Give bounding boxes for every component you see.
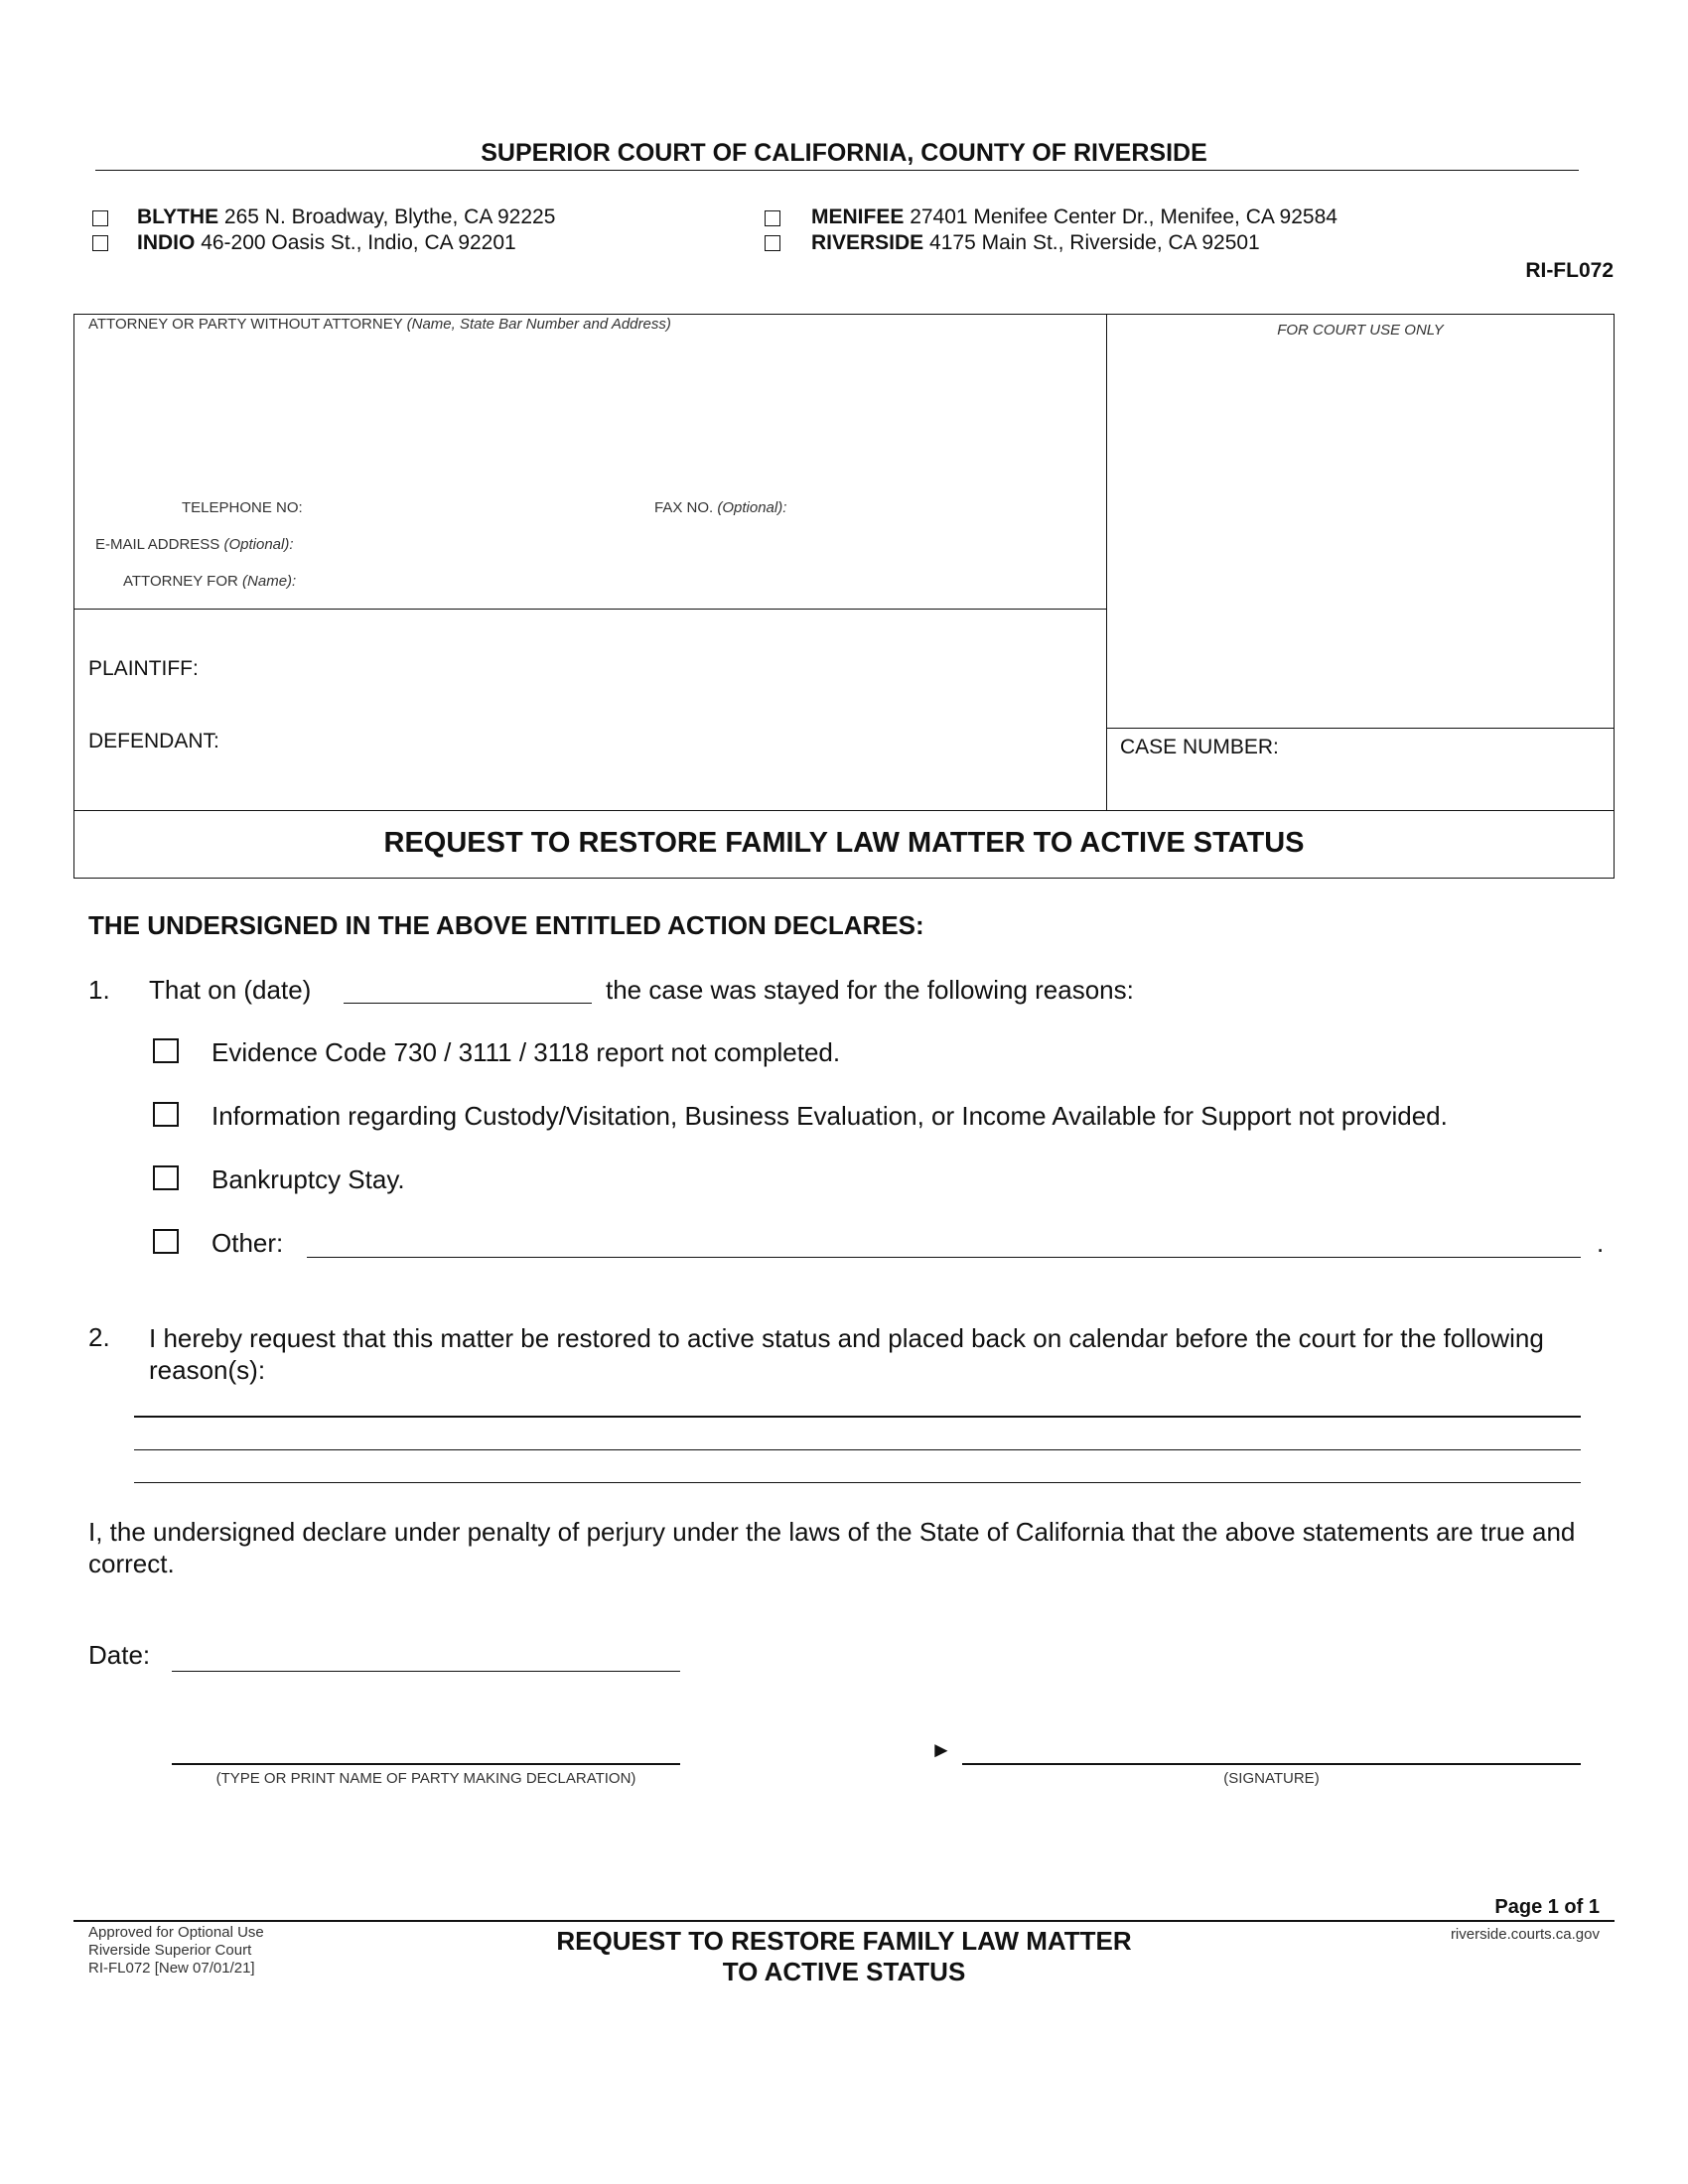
checkbox-indio[interactable] — [92, 235, 108, 251]
fax-label: FAX NO. (Optional): — [654, 499, 787, 516]
declaration-text: I, the undersigned declare under penalty of perjury under the laws of the State of California that the above statements are true and correct. — [88, 1517, 1576, 1578]
signature-caption: (SIGNATURE) — [1223, 1770, 1320, 1787]
stay-date-field[interactable] — [344, 971, 592, 1004]
form-title: REQUEST TO RESTORE FAMILY LAW MATTER TO ACTIVE STATUS — [383, 827, 1305, 859]
email-field[interactable] — [323, 531, 1092, 557]
item2-text: I hereby request that this matter be restored to active status and placed back on calendar before the court for the following reason(s): — [149, 1323, 1544, 1385]
item1-suffix: the case was stayed for the following reasons: — [606, 975, 1134, 1005]
location-menifee: MENIFEE 27401 Menifee Center Dr., Menifee, CA 92584 — [811, 205, 1337, 228]
form-id: RI-FL072 — [1525, 259, 1614, 282]
email-label: E-MAIL ADDRESS (Optional): — [95, 536, 294, 553]
item1-prefix: That on (date) — [149, 975, 312, 1005]
court-title: SUPERIOR COURT OF CALIFORNIA, COUNTY OF RIVERSIDE — [481, 139, 1207, 167]
attorney-label: ATTORNEY OR PARTY WITHOUT ATTORNEY (Name, State Bar Number and Address) — [88, 316, 671, 333]
restore-reason-line-3[interactable] — [134, 1449, 1581, 1483]
footer-website: riverside.courts.ca.gov — [1450, 1926, 1600, 1943]
other-period: . — [1597, 1228, 1605, 1258]
case-number-label: CASE NUMBER: — [1120, 736, 1279, 758]
attorney-for-field[interactable] — [323, 568, 1092, 594]
location-blythe: BLYTHE 265 N. Broadway, Blythe, CA 92225 — [137, 205, 556, 228]
restore-reason-line-2[interactable] — [134, 1417, 1581, 1450]
fax-field[interactable] — [806, 494, 1094, 520]
reason-bankruptcy-label: Bankruptcy Stay. — [211, 1164, 405, 1194]
footer-form-title: REQUEST TO RESTORE FAMILY LAW MATTER TO ACTIVE STATUS — [556, 1926, 1132, 1986]
attorney-for-label: ATTORNEY FOR (Name): — [123, 573, 297, 590]
attorney-name-address-field[interactable] — [89, 340, 1092, 488]
reason-checkbox-other[interactable] — [153, 1229, 179, 1254]
reason-checkbox-bankruptcy[interactable] — [153, 1165, 179, 1190]
restore-reason-line-1[interactable] — [134, 1384, 1581, 1418]
declaration-date-field[interactable] — [172, 1638, 680, 1672]
plaintiff-field[interactable] — [209, 653, 1092, 681]
plaintiff-label: PLAINTIFF: — [88, 657, 199, 680]
caption-divider-courtuse — [1106, 728, 1615, 729]
location-riverside: RIVERSIDE 4175 Main St., Riverside, CA 92501 — [811, 231, 1260, 254]
declares-heading: THE UNDERSIGNED IN THE ABOVE ENTITLED ACTION DECLARES: — [88, 910, 924, 940]
reason-information-label: Information regarding Custody/Visitation, Business Evaluation, or Income Available for Support not provided. — [211, 1101, 1448, 1131]
footer-approved: Approved for Optional Use Riverside Superior Court RI-FL072 [New 07/01/21] — [88, 1924, 264, 1977]
defendant-label: DEFENDANT: — [88, 730, 219, 752]
printed-name-field[interactable] — [172, 1731, 680, 1765]
header-rule — [95, 170, 1579, 171]
checkbox-riverside[interactable] — [765, 235, 780, 251]
caption-divider-vertical — [1106, 314, 1107, 810]
signature-field[interactable] — [962, 1731, 1581, 1765]
location-indio: INDIO 46-200 Oasis St., Indio, CA 92201 — [137, 231, 516, 254]
court-use-only-label: FOR COURT USE ONLY — [1277, 322, 1444, 339]
item1-number: 1. — [88, 975, 110, 1005]
reason-other-label: Other: — [211, 1228, 284, 1258]
caption-divider-attorney — [73, 609, 1106, 610]
printed-name-caption: (TYPE OR PRINT NAME OF PARTY MAKING DECLARATION) — [215, 1770, 636, 1787]
reason-report-label: Evidence Code 730 / 3111 / 3118 report not completed. — [211, 1037, 841, 1067]
page-number: Page 1 of 1 — [1494, 1896, 1600, 1918]
telephone-field[interactable] — [323, 494, 621, 520]
item2-number: 2. — [88, 1322, 110, 1352]
signature-arrow: ► — [930, 1737, 952, 1762]
checkbox-blythe[interactable] — [92, 210, 108, 226]
telephone-label: TELEPHONE NO: — [182, 499, 303, 516]
footer-rule — [73, 1920, 1615, 1922]
defendant-field[interactable] — [233, 726, 1092, 753]
caption-divider-title — [73, 810, 1615, 811]
case-number-field[interactable] — [1122, 766, 1599, 796]
checkbox-menifee[interactable] — [765, 210, 780, 226]
reason-checkbox-information[interactable] — [153, 1102, 179, 1127]
reason-checkbox-report[interactable] — [153, 1038, 179, 1063]
date-label: Date: — [88, 1640, 151, 1670]
other-reason-field[interactable] — [307, 1224, 1581, 1258]
